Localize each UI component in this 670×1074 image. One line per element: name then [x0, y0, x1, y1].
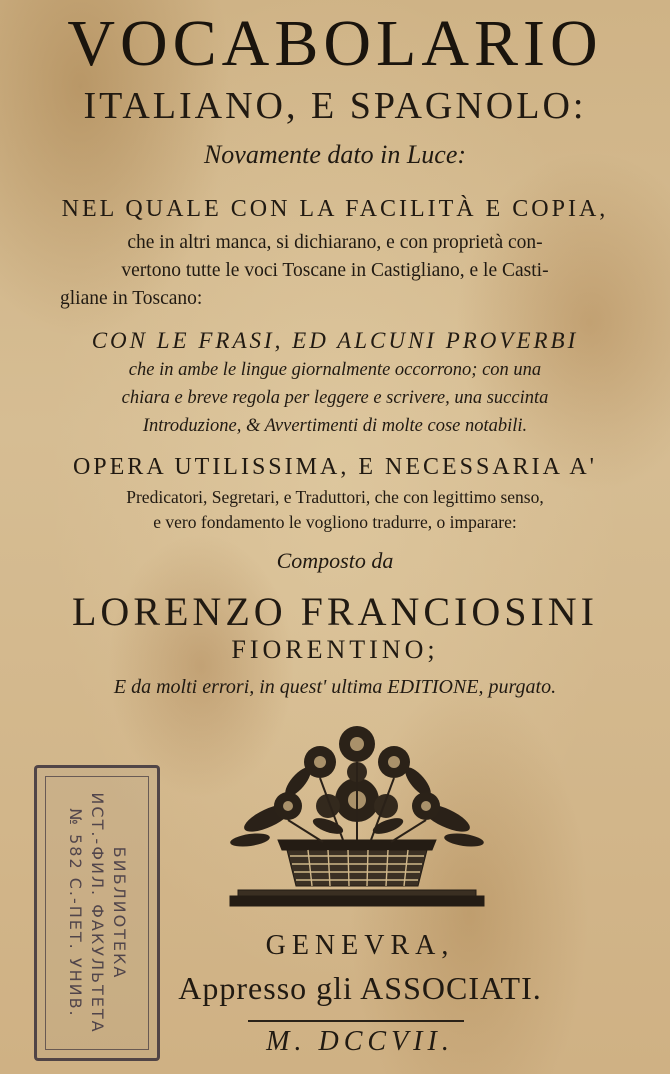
composto-line: Composto da [276, 548, 394, 573]
library-stamp [34, 765, 160, 1061]
paragraph2-line3: chiara e breve regola per leggere e scrivere, una succinta [121, 388, 549, 408]
divider-rule [248, 1020, 464, 1022]
stamp-line2: ИСТ.-ФИЛ. ФАКУЛЬТЕТА [88, 792, 107, 1034]
flower-vase-ornament [228, 722, 486, 912]
paragraph3-line3: e vero fondamento le vogliono tradurre, o imparare: [153, 512, 517, 532]
paragraph3-line1: OPERA UTILISSIMA, E NECESSARIA A' [72, 454, 598, 480]
author-name: LORENZO FRANCIOSINI [72, 589, 598, 634]
paragraph1-line4: gliane in Toscano: [60, 288, 203, 309]
paragraph3-line2: Predicatori, Segretari, e Traduttori, che con legittimo senso, [126, 487, 544, 507]
paragraph1-line1: NEL QUALE CON LA FACILITÀ E COPIA, [61, 196, 609, 222]
novamente-line: Novamente dato in Luce: [203, 140, 467, 169]
year-line: M. DCCVII. [266, 1026, 454, 1057]
stamp-line1: БИБЛИОТЕКА [110, 846, 129, 980]
author-origin: FIORENTINO; [231, 635, 439, 664]
paragraph1-line3: vertono tutte le voci Toscane in Castigliano, e le Casti- [121, 260, 549, 281]
publisher-line: Appresso gli ASSOCIATI. [178, 970, 542, 1006]
stamp-line3: № 582 С.-ПЕТ. УНИВ. [66, 808, 85, 1018]
paragraph2-line1: CON LE FRASI, ED ALCUNI PROVERBI [91, 328, 579, 353]
paragraph2-line4: Introduzione, & Avvertimenti di molte cose notabili. [142, 416, 528, 436]
book-subtitle: ITALIANO, E SPAGNOLO: [83, 85, 587, 127]
paragraph2-line2: che in ambe le lingue giornalmente occorrono; con una [128, 360, 542, 380]
book-title: VOCABOLARIO [67, 7, 603, 80]
paragraph1-line2: che in altri manca, si dichiarano, e con proprietà con- [127, 232, 543, 253]
edition-line: E da molti errori, in quest' ultima EDITIONE, purgato. [113, 676, 557, 698]
city-line: GENEVRA, [265, 930, 455, 961]
